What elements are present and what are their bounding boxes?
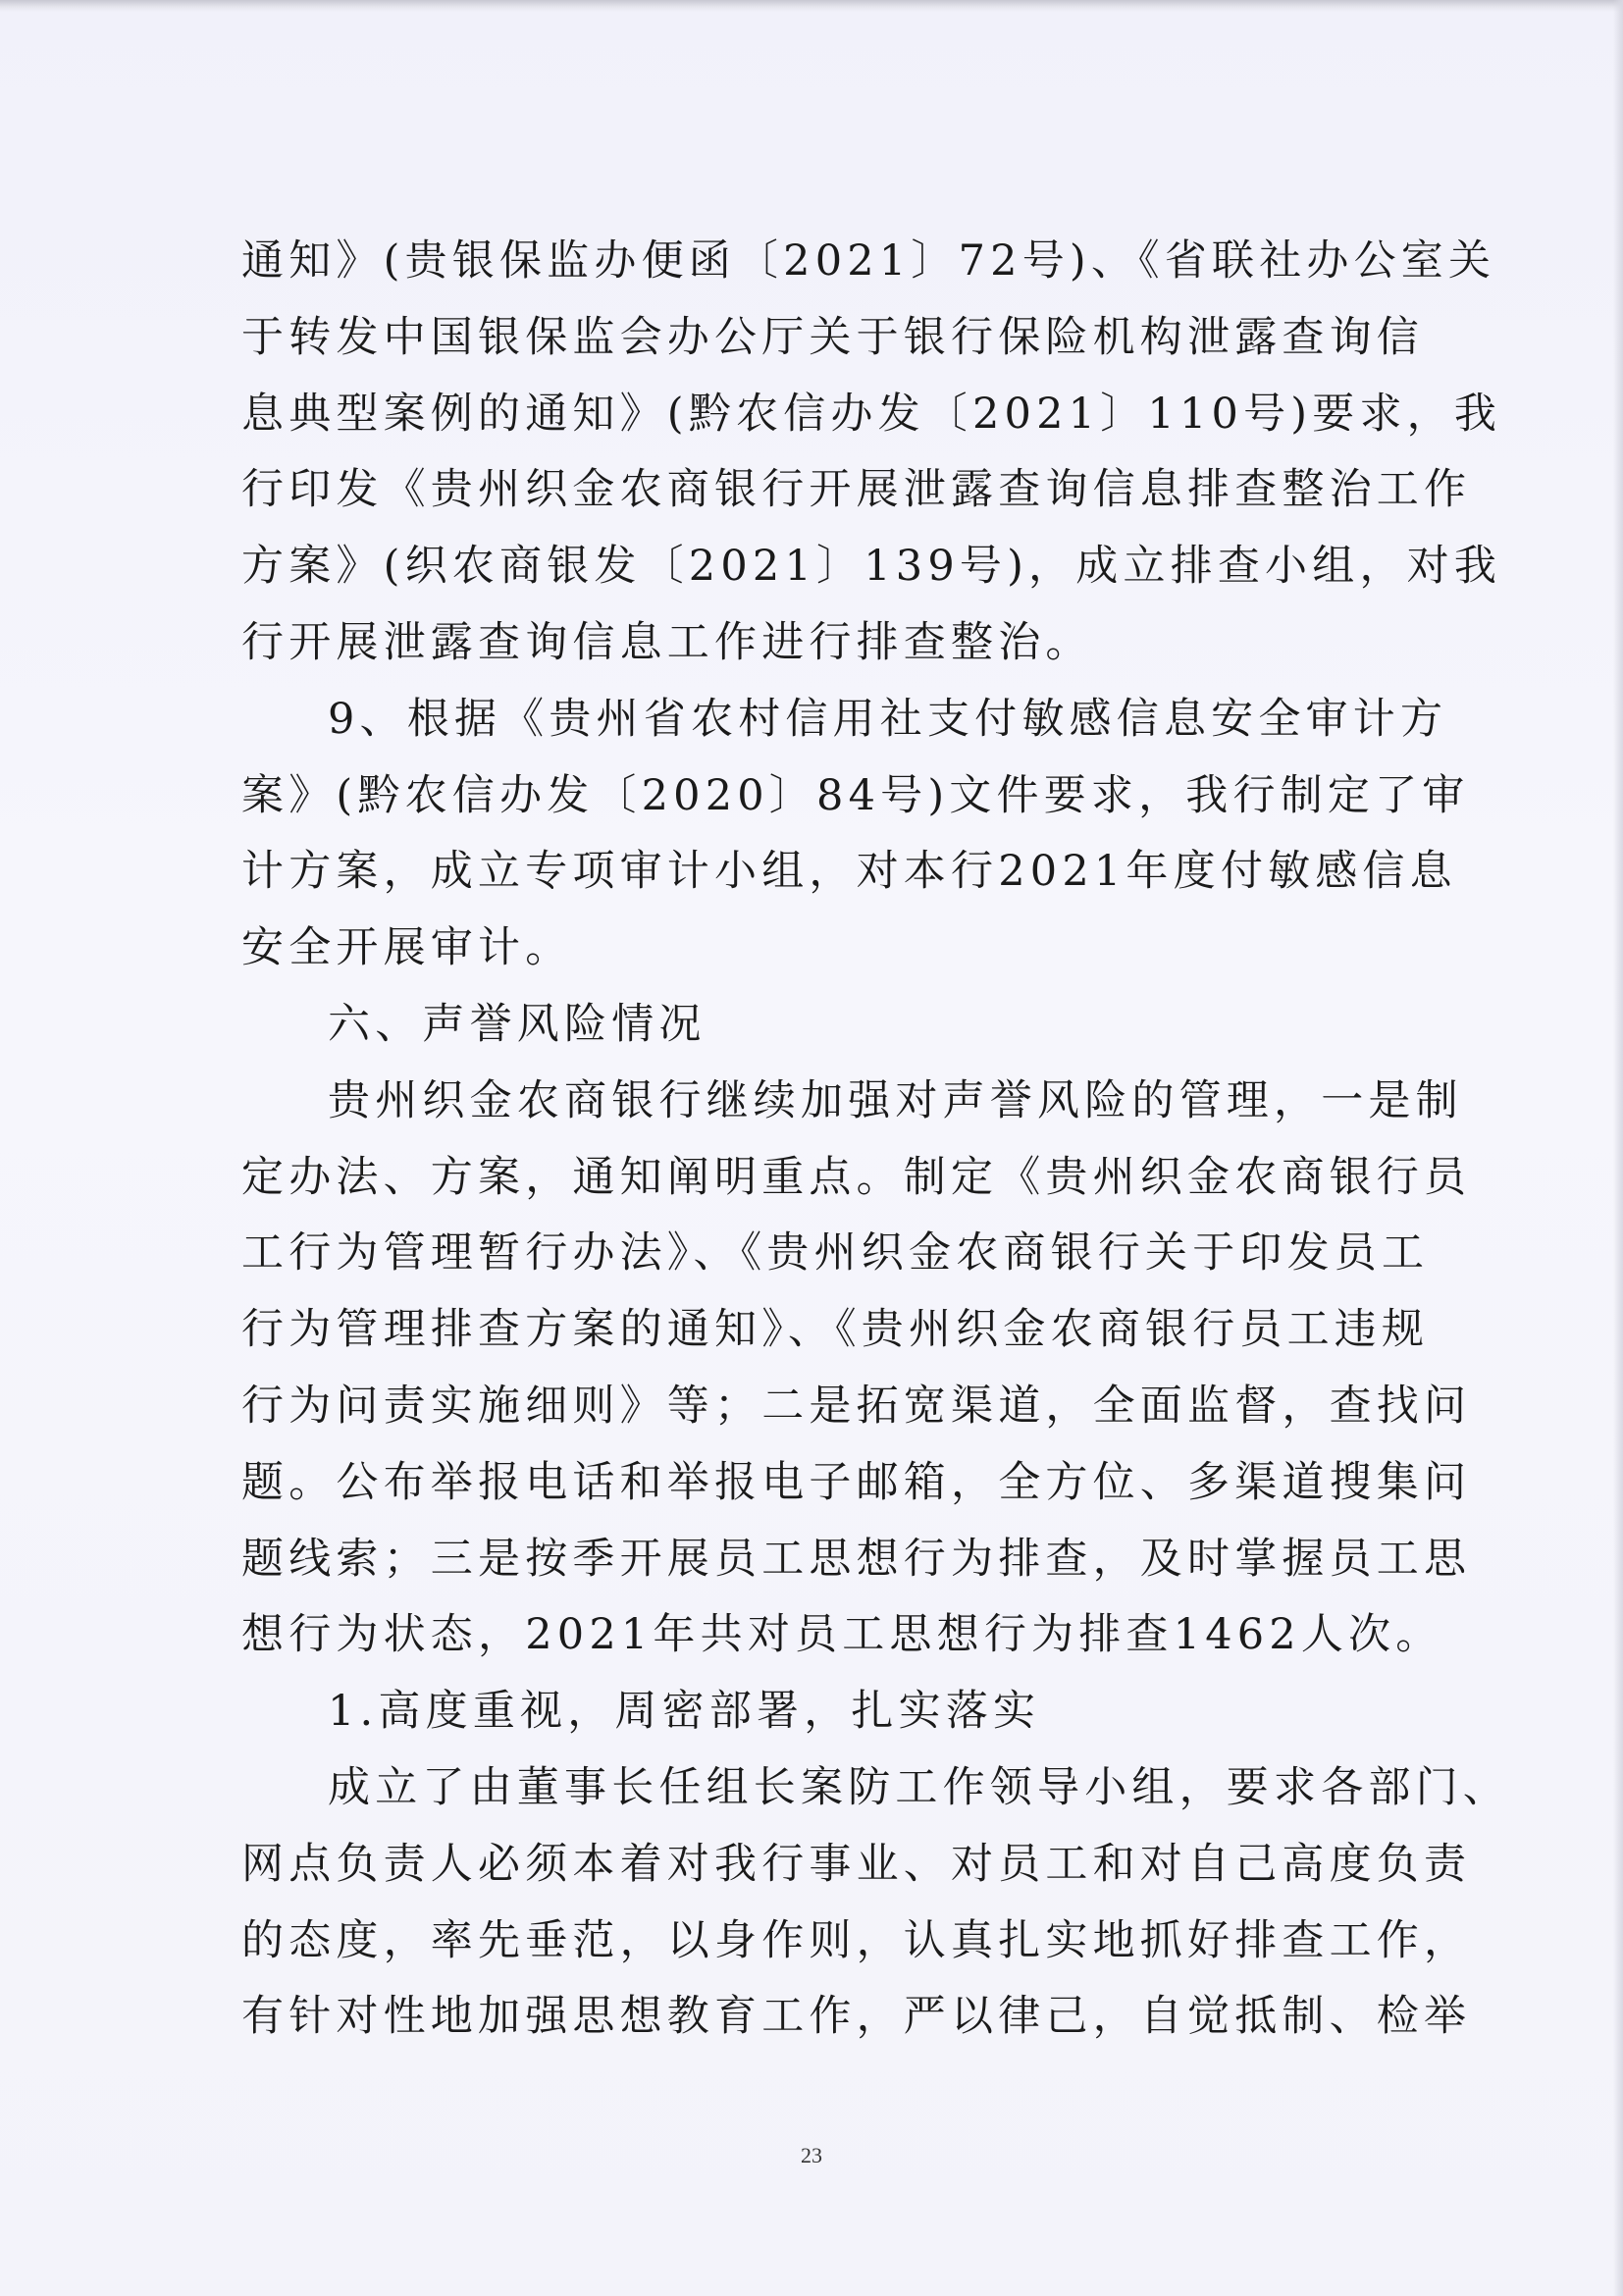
text-line: 想行为状态，2021年共对员工思想行为排查1462人次。 (241, 1610, 1443, 1660)
text-line: 案》(黔农信办发〔2020〕84号)文件要求，我行制定了审 (241, 770, 1470, 820)
text-line: 贵州织金农商银行继续加强对声誉风险的管理，一是制 (328, 1075, 1463, 1125)
text-line: 行印发《贵州织金农商银行开展泄露查询信息排查整治工作 (241, 465, 1472, 515)
text-line: 题线索；三是按季开展员工思想行为排查，及时掌握员工思 (241, 1534, 1472, 1584)
text-line: 行为管理排查方案的通知》、《贵州织金农商银行员工违规 (241, 1305, 1430, 1355)
body-text (241, 224, 1510, 2056)
text-line: 有针对性地加强思想教育工作，严以律己，自觉抵制、检举 (241, 1992, 1472, 2042)
text-line: 于转发中国银保监会办公厅关于银行保险机构泄露查询信 (241, 312, 1424, 362)
scan-right-edge (1613, 0, 1623, 2296)
text-line: 的态度，率先垂范，以身作则，认真扎实地抓好排查工作， (241, 1915, 1472, 1965)
text-line: 成立了由董事长任组长案防工作领导小组，要求各部门、 (328, 1762, 1510, 1812)
text-line: 计方案，成立专项审计小组，对本行2021年度付敏感信息 (241, 847, 1457, 897)
page-number: 23 (801, 2143, 822, 2167)
text-line: 题。公布举报电话和举报电子邮箱，全方位、多渠道搜集问 (241, 1457, 1472, 1507)
text-line: 工行为管理暂行办法》、《贵州织金农商银行关于印发员工 (241, 1228, 1430, 1278)
text-line: 9、根据《贵州省农村信用社支付敏感信息安全审计方 (328, 694, 1448, 744)
text-line: 六、声誉风险情况 (328, 999, 707, 1049)
text-line: 通知》(贵银保监办便函〔2021〕72号)、《省联社办公室关 (241, 236, 1496, 286)
text-line: 息典型案例的通知》(黔农信办发〔2021〕110号)要求，我 (241, 389, 1502, 439)
text-line: 安全开展审计。 (241, 923, 573, 973)
text-line: 网点负责人必须本着对我行事业、对员工和对自己高度负责 (241, 1839, 1472, 1889)
text-line: 行开展泄露查询信息工作进行排查整治。 (241, 617, 1093, 667)
text-line: 1.高度重视，周密部署，扎实落实 (328, 1687, 1041, 1737)
text-line: 定办法、方案，通知阐明重点。制定《贵州织金农商银行员 (241, 1152, 1472, 1202)
text-line: 方案》(织农商银发〔2021〕139号)，成立排查小组，对我 (241, 542, 1502, 592)
text-line: 行为问责实施细则》等；二是拓宽渠道，全面监督，查找问 (241, 1381, 1472, 1431)
scan-top-edge (0, 0, 1623, 12)
